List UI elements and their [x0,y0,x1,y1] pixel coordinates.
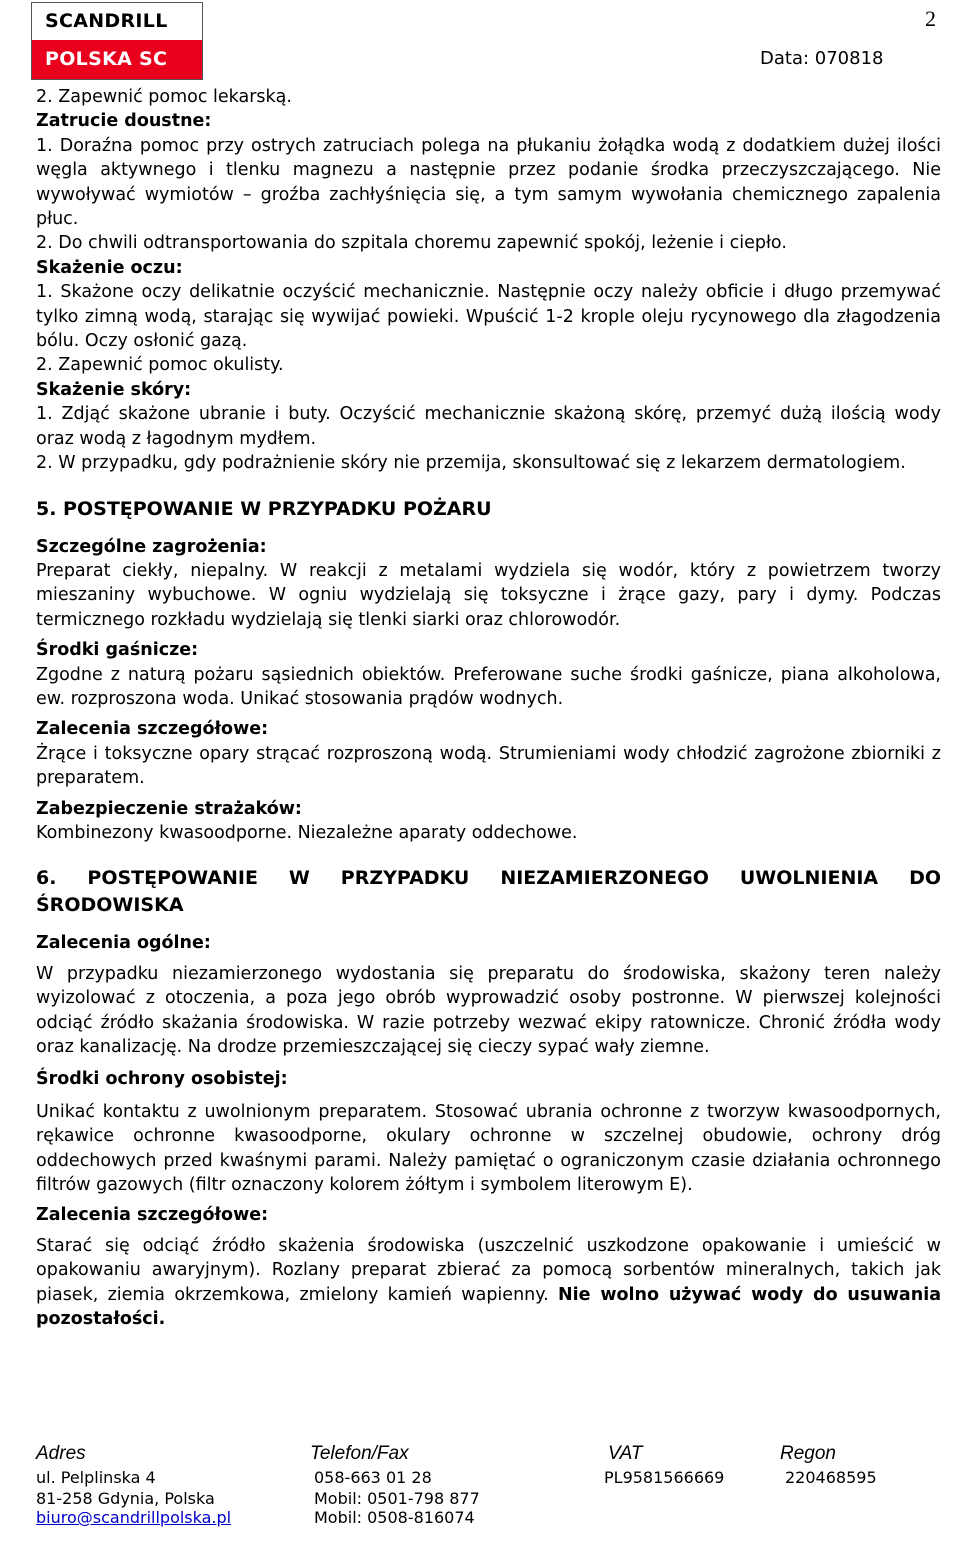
paragraph: Preparat ciekły, niepalny. W reakcji z metalami wydziela się wodór, który z powietrzem tworzy mieszaniny wybuchowe. W ogniu wydzielają się toksyczne i żrące gazy, pary i dymy. Podczas termicznego rozkładu wydzielają się tlenki siarki oraz chlorowodór. [36,560,941,630]
subheading-extinguishing: Środki gaśnicze: [36,640,199,661]
document-date: Data: 070818 [760,48,884,69]
footer-mobile-1: Mobil: 0501-798 877 [314,1489,480,1508]
company-logo [31,2,203,80]
footer-address-line1: ul. Pelplinska 4 [36,1468,156,1487]
subheading-personal-protection: Środki ochrony osobistej: [36,1069,288,1090]
paragraph [36,1234,941,1332]
logo-top-text: SCANDRILL [32,3,202,40]
footer-email-link[interactable]: biuro@scandrillpolska.pl [36,1508,232,1527]
subheading-ingestion: Zatrucie doustne: [36,111,212,132]
paragraph: 1. Doraźna pomoc przy ostrych zatruciach polega na płukaniu żołądka wodą z dodatkiem dużej ilości węgla aktywnego i tlenku magnezu a następnie przez podanie środka przeczyszczającego. Nie wywoływać wymiotów – groźba zachłyśnięcia się, a tym samym wywołania chemicznego zapalenia płuc. [36,135,941,230]
paragraph: Żrące i toksyczne opary strącać rozproszoną wodą. Strumieniami wody chłodzić zagrożone zbiorniki z preparatem. [36,743,941,789]
subheading-skin: Skażenie skóry: [36,379,192,400]
paragraph: Zgodne z naturą pożaru sąsiednich obiektów. Preferowane suche środki gaśnicze, piana alkoholowa, ew. rozproszona woda. Unikać stosowania prądów wodnych. [36,664,941,709]
footer-header-vat: VAT [608,1443,643,1464]
paragraph: 2. W przypadku, gdy podrażnienie skóry nie przemija, skonsultować się z lekarzem dermatologiem. [36,453,906,474]
footer-header-regon: Regon [780,1443,836,1464]
subheading-eyes: Skażenie oczu: [36,257,183,278]
subheading-general: Zalecenia ogólne: [36,933,211,954]
logo-bottom-text: POLSKA SC [32,40,202,79]
subheading-detailed-5: Zalecenia szczegółowe: [36,719,269,740]
paragraph: Unikać kontaktu z uwolnionym preparatem. Stosować ubrania ochronne z tworzyw kwasoodpornych, rękawice ochronne kwasoodporne, okulary ochronne w szczelnej obudowie, ochrony dróg oddechowych przed kwaśnymi parami. Należy pamiętać o ograniczonym czasie działania ochronnego filtrów gazowych (filtr oznaczony kolorem żółtym i symbolem literowym E). [36,1101,941,1196]
paragraph: W przypadku niezamierzonego wydostania się preparatu do środowiska, skażony teren należy wyizolować z otoczenia, a poza jego obrób wyprowadzić osoby postronne. W pierwszej kolejności odciąć źródło skażania środowiska. W razie potrzeby wezwać ekipy ratownicze. Chronić źródła wody oraz kanalizację. Na drodze przemieszczającej się cieczy sypać wały ziemne. [36,963,941,1057]
subheading-firefighters: Zabezpieczenie strażaków: [36,798,302,819]
paragraph: 1. Skażone oczy delikatnie oczyścić mechanicznie. Następnie oczy należy obficie i długo przemywać tylko zimną wodą, starając się wywijać powieki. Wpuścić 1-2 krople oleju rycynowego dla złagodzenia bólu. Oczy osłonić gazą. [36,282,941,352]
footer [0,1428,960,1542]
footer-header-address: Adres [36,1443,86,1464]
footer-mobile-2: Mobil: 0508-816074 [314,1508,475,1527]
footer-phone: 058-663 01 28 [314,1468,432,1487]
footer-address-line2: 81-258 Gdynia, Polska [36,1489,215,1508]
paragraph: Kombinezony kwasoodporne. Niezależne aparaty oddechowe. [36,822,578,843]
paragraph: 1. Zdjąć skażone ubranie i buty. Oczyścić mechanicznie skażoną skórę, przemyć dużą ilością wody oraz wodą z łagodnym mydłem. [36,404,941,449]
page-number: 2 [925,6,936,31]
document-body [36,85,941,1331]
paragraph: 2. Zapewnić pomoc lekarską. [36,87,292,107]
paragraph: 2. Zapewnić pomoc okulisty. [36,355,284,376]
section-6-heading: 6. POSTĘPOWANIE W PRZYPADKU NIEZAMIERZONEGO UWOLNIENIA DO ŚRODOWISKA [36,867,941,917]
section-5-heading: 5. POSTĘPOWANIE W PRZYPADKU POŻARU [36,497,492,520]
paragraph-text: Starać się odciąć źródło skażenia środowiska (uszczelnić uszkodzone opakowanie i umieścić w opakowaniu awaryjnym). Rozlany preparat zbierać za pomocą sorbentów mineralnych, takich jak piasek, ziemia okrzemkowa, zmielony kamień wapienny. [36,1235,941,1305]
warning-bold-text: Nie wolno używać wody do usuwania pozostałości. [36,1284,942,1330]
footer-regon-value: 220468595 [785,1468,877,1487]
subheading-detailed-6: Zalecenia szczegółowe: [36,1205,269,1226]
paragraph: 2. Do chwili odtransportowania do szpitala choremu zapewnić spokój, leżenie i ciepło. [36,233,787,254]
footer-header-phone: Telefon/Fax [310,1443,409,1464]
footer-vat-value: PL9581566669 [604,1468,725,1487]
subheading-hazards: Szczególne zagrożenia: [36,536,267,557]
